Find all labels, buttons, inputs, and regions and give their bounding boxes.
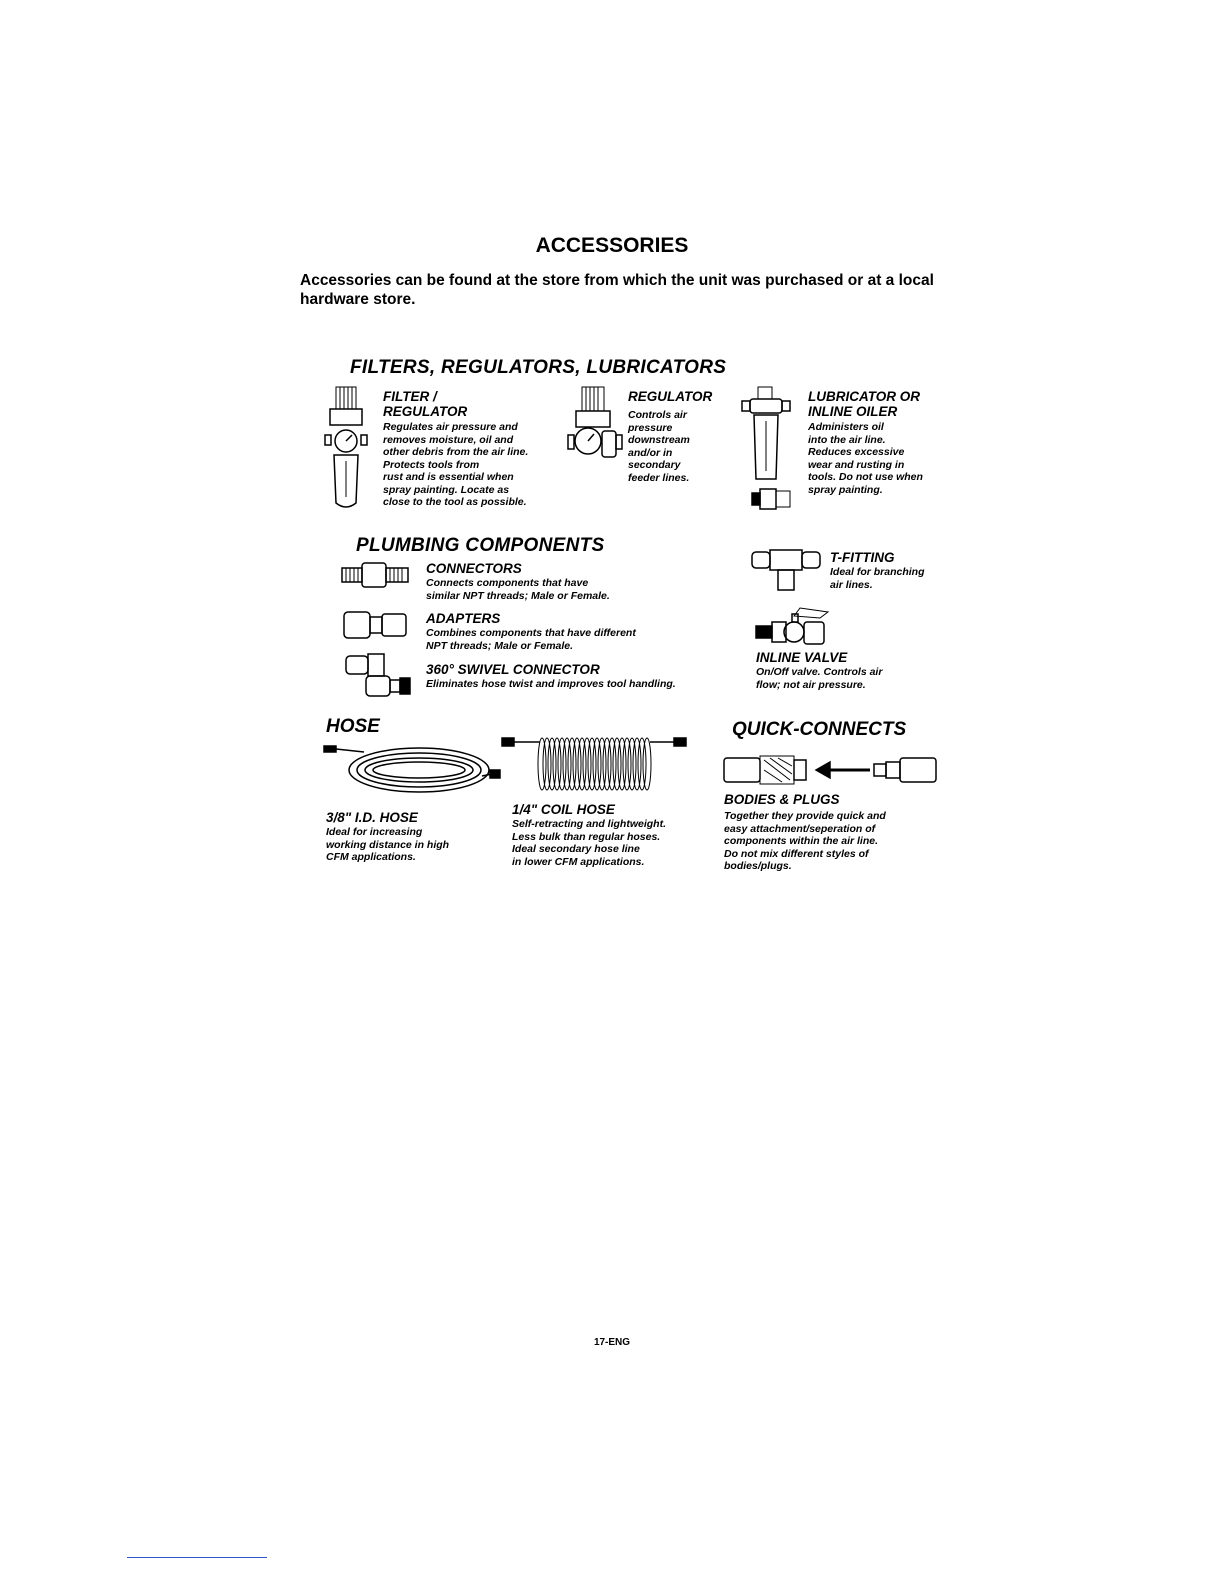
coil-loop [578,738,586,790]
coil-loop [643,738,651,790]
coil-loop [548,738,556,790]
filter-regulator-title: FILTER / REGULATOR [383,389,468,419]
adapters-desc: Combines components that have different NPT threads; Male or Female. [426,627,636,652]
id-hose-desc: Ideal for increasing working distance in high CFM applications. [326,826,450,863]
regulator-icon [566,385,624,475]
bodies-plugs-desc: Together they provide quick and easy attachment/seperation of components within the air line. Do not mix different styles of bodies/plugs. [724,810,886,872]
coil-loop [603,738,611,790]
coil-loop [623,738,631,790]
regulator-title: REGULATOR [628,389,713,404]
lubricator-desc: Administers oil into the air line. Reduces excessive wear and rusting in tools. Do not use when spray painting. [808,421,923,496]
page-number: 17-ENG [593,1337,631,1348]
regulator-desc: Controls air pressure downstream and/or in secondary feeder lines. [628,409,690,484]
page-title: ACCESSORIES [535,234,689,257]
filter-regulator-desc: Regulates air pressure and removes moisture, oil and other debris from the air line. Protects tools from rust and is essential when spray painting. Locate as close to the tool as possible. [383,421,529,508]
t-fitting-desc: Ideal for branching air lines. [830,566,925,591]
swivel-desc: Eliminates hose twist and improves tool handling. [426,678,676,690]
intro-text: Accessories can be found at the store from which the unit was purchased or at a local hardware store. [300,272,934,308]
coil-loop [598,738,606,790]
coil-hose-icon [500,730,690,794]
coil-loop [618,738,626,790]
section-heading-frl: FILTERS, REGULATORS, LUBRICATORS [350,357,727,378]
coil-loop [563,738,571,790]
adapter-icon [342,608,410,642]
coil-loop [583,738,591,790]
inline-valve-desc: On/Off valve. Controls air flow; not air pressure. [756,666,883,691]
coil-loop [613,738,621,790]
section-heading-hose: HOSE [326,716,380,737]
bodies-plugs-title: BODIES & PLUGS [724,792,840,807]
connector-icon [340,560,412,590]
connectors-title: CONNECTORS [426,561,522,576]
quick-connect-icon [722,752,942,788]
coil-loop [553,738,561,790]
footnote-rule [127,1557,267,1558]
lubricator-icon [740,385,804,517]
coil-loop [573,738,581,790]
coil-loop [543,738,551,790]
coil-loop [588,738,596,790]
id-hose-title: 3/8" I.D. HOSE [326,810,418,825]
swivel-connector-icon [344,652,414,698]
filter-regulator-icon [322,385,372,515]
coil-loop [568,738,576,790]
coil-loop [538,738,546,790]
coil-loop [633,738,641,790]
coil-loop [608,738,616,790]
inline-valve-title: INLINE VALVE [756,650,848,665]
coil-loop [558,738,566,790]
connectors-desc: Connects components that have similar NPT threads; Male or Female. [426,577,610,602]
coil-loop [628,738,636,790]
swivel-title: 360° SWIVEL CONNECTOR [426,662,600,677]
section-heading-quick-connects: QUICK-CONNECTS [732,719,907,740]
inline-valve-icon [754,606,834,648]
t-fitting-title: T-FITTING [830,550,895,565]
coil-hose-title: 1/4" COIL HOSE [512,802,615,817]
coiled-hose-icon [324,740,504,800]
coil-loop [593,738,601,790]
coil-hose-desc: Self-retracting and lightweight. Less bulk than regular hoses. Ideal secondary hose line in lower CFM applications. [512,818,667,868]
coil-loop [638,738,646,790]
lubricator-title: LUBRICATOR OR INLINE OILER [808,389,920,419]
section-heading-plumbing: PLUMBING COMPONENTS [356,535,605,556]
t-fitting-icon [750,546,824,594]
adapters-title: ADAPTERS [426,611,501,626]
